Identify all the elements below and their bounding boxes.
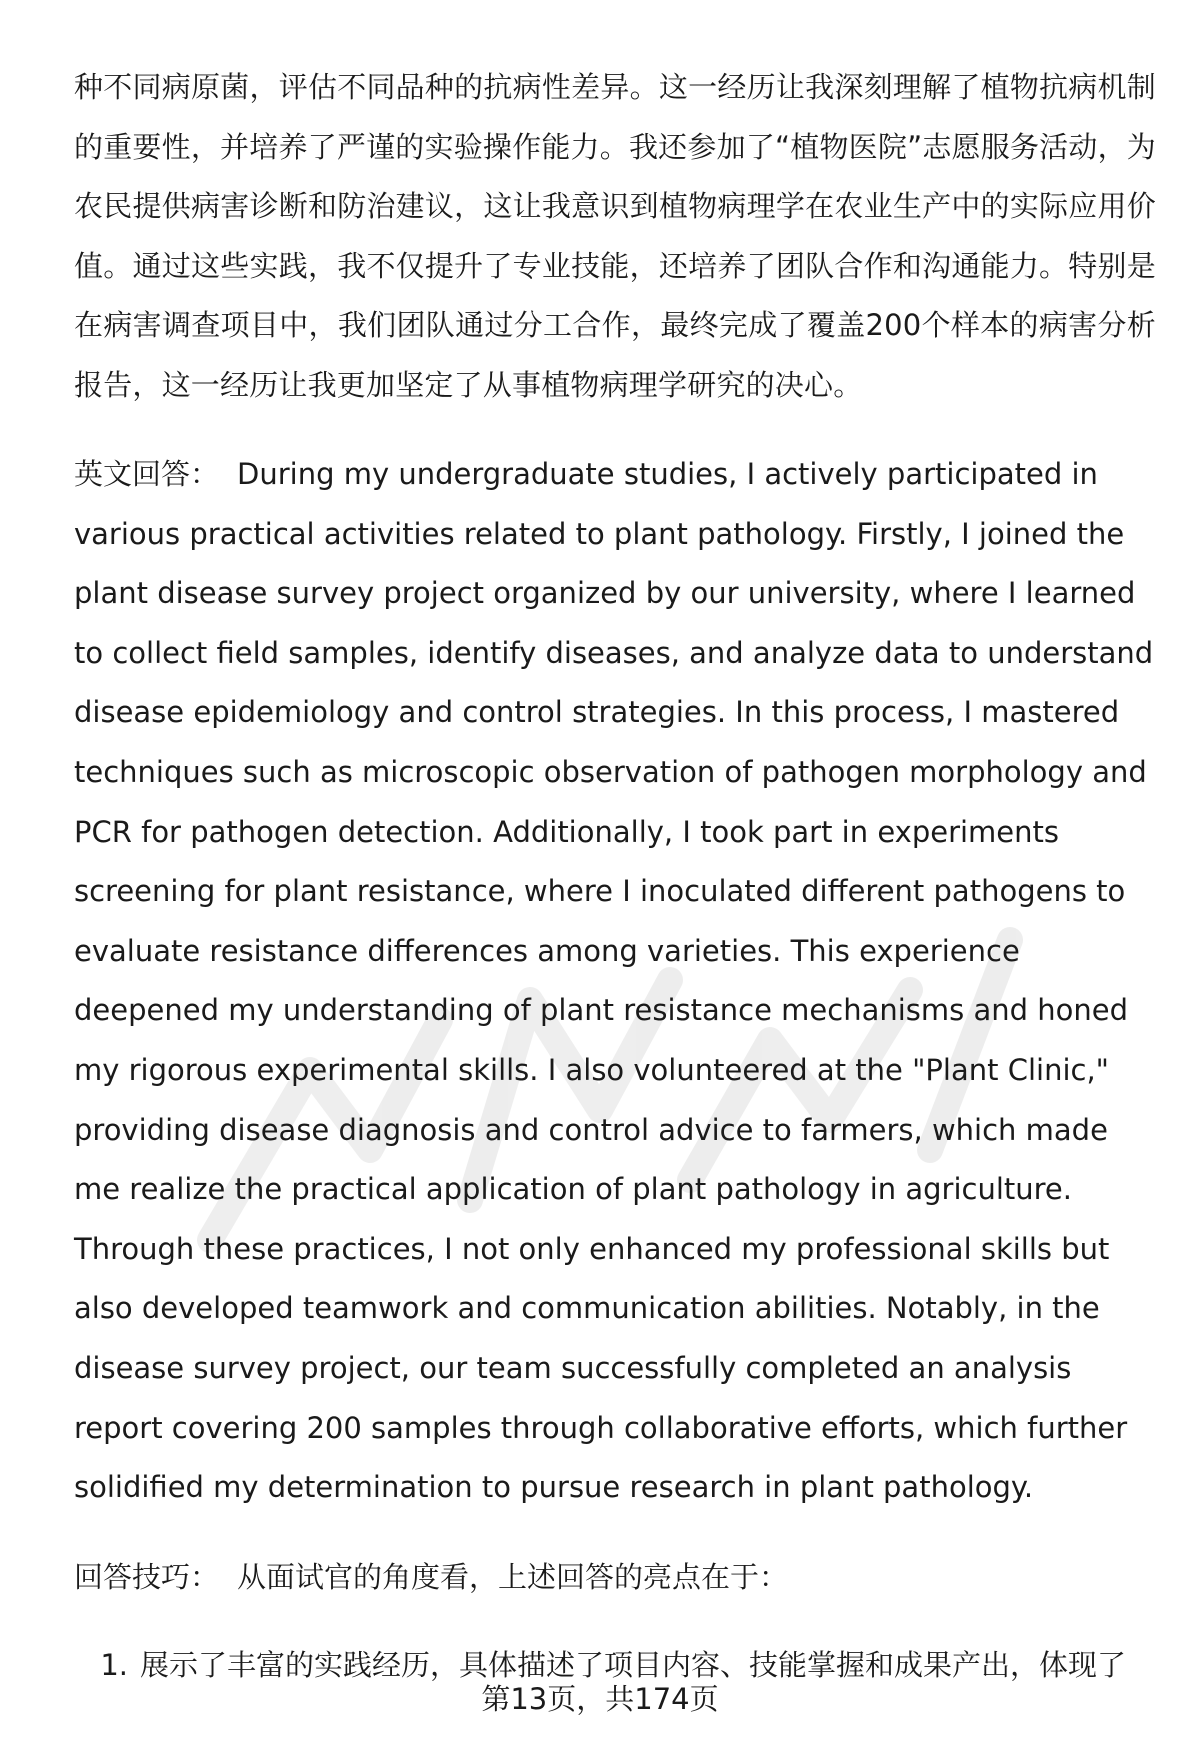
document-content <box>74 58 1156 1687</box>
english-answer-text: During my undergraduate studies, I actively participated in various practical activities related to plant pathology. Firstly, I joined the plant disease survey project organized by our university, where I learned to collect field samples, identify diseases, and analyze data to understand disease epidemiology and control strategies. In this process, I mastered techniques such as microscopic observation of pathogen morphology and PCR for pathogen detection. Additionally, I took part in experiments screening for plant resistance, where I inoculated different pathogens to evaluate resistance differences among varieties. This experience deepened my understanding of plant resistance mechanisms and honed my rigorous experimental skills. I also volunteered at the "Plant Clinic," providing disease diagnosis and control advice to farmers, which made me realize the practical application of plant pathology in agriculture. Through these practices, I not only enhanced my professional skills but also developed teamwork and communication abilities. Notably, in the disease survey project, our team successfully completed an analysis report covering 200 samples through collaborative efforts, which further solidified my determination to pursue research in plant pathology. <box>74 457 1154 1505</box>
english-answer-label: 英文回答： <box>74 457 220 491</box>
answer-tips-paragraph <box>74 1548 1156 1608</box>
chinese-answer-paragraph: 种不同病原菌，评估不同品种的抗病性差异。这一经历让我深刻理解了植物抗病机制的重要性，并培养了严谨的实验操作能力。我还参加了“植物医院”志愿服务活动，为农民提供病害诊断和防治建议，这让我意识到植物病理学在农业生产中的实际应用价值。通过这些实践，我不仅提升了专业技能，还培养了团队合作和沟通能力。特别是在病害调查项目中，我们团队通过分工合作，最终完成了覆盖200个样本的病害分析报告，这一经历让我更加坚定了从事植物病理学研究的决心。 <box>74 70 1156 402</box>
page-number: 第13页，共174页 <box>481 1682 719 1716</box>
page-footer <box>0 1679 1200 1719</box>
answer-tips-label: 回答技巧： <box>74 1559 220 1594</box>
answer-tips-text: 从面试官的角度看，上述回答的亮点在于： <box>237 1559 789 1594</box>
list-item-number: 1. <box>100 1648 128 1683</box>
list-item-text: 展示了丰富的实践经历，具体描述了项目内容、技能掌握和成果产出，体现了 <box>140 1648 1127 1683</box>
english-answer-paragraph <box>74 445 1156 1518</box>
